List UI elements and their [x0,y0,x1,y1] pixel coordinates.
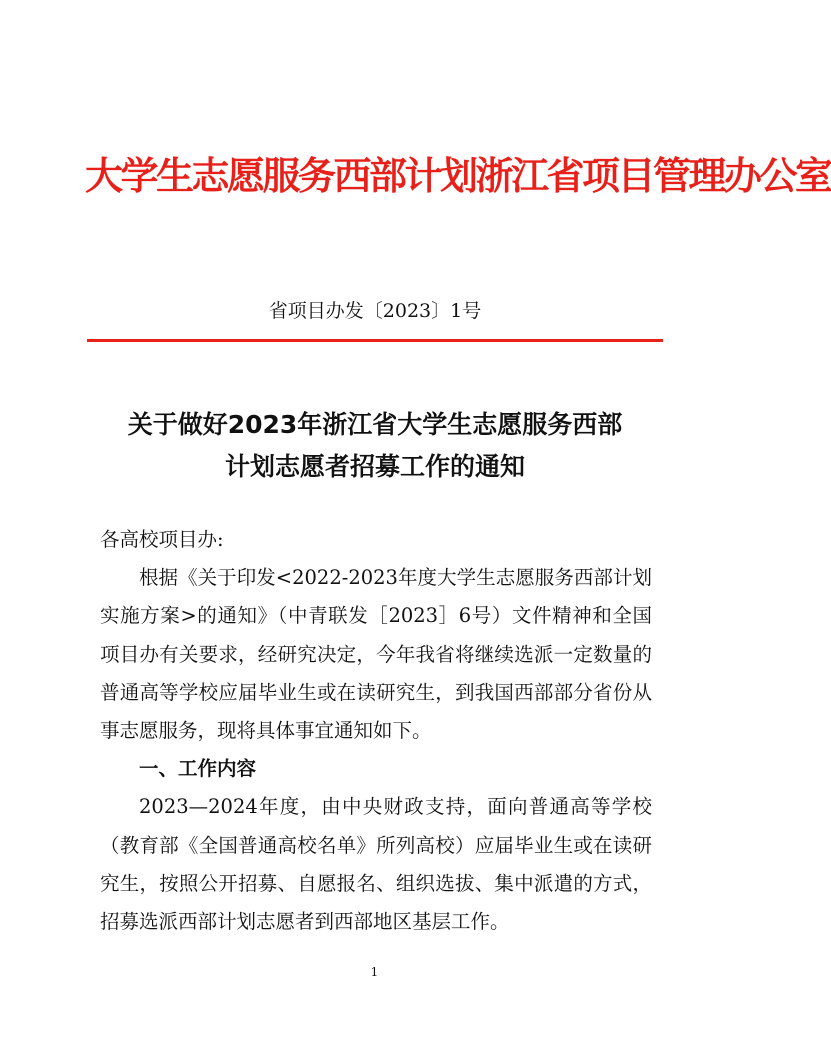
body-paragraph-2: 2023—2024年度，由中央财政支持，面向普通高等学校（教育部《全国普通高校名单》所列高校）应届毕业生或在读研究生，按照公开招募、自愿报名、组织选拔、集中派遣的方式，招募选派西部计划志愿者到西部地区基层工作。 [100,795,652,934]
document-number: 省项目办发〔2023〕1号 [268,300,482,322]
salutation: 各高校项目办: [100,528,224,551]
body-paragraph-1: 根据《关于印发<2022-2023年度大学生志愿服务西部计划实施方案>的通知》（中青联发［2023］6号）文件精神和全国项目办有关要求，经研究决定，今年我省将继续选派一定数量的普通高等学校应届毕业生或在读研究生，到我国西部部分省份从事志愿服务，现将具体事宜通知如下。 [100,566,652,743]
notice-body [100,521,652,941]
notice-title-line-1: 关于做好2023年浙江省大学生志愿服务西部 [127,410,623,439]
notice-title [87,404,663,488]
notice-title-line-2: 计划志愿者招募工作的通知 [224,452,525,481]
issuing-organization-title: 大学生志愿服务西部计划浙江省项目管理办公室 [85,154,831,198]
page-number: 1 [370,965,379,979]
section-heading-1: 一、工作内容 [139,757,257,781]
red-divider-line [87,339,663,342]
